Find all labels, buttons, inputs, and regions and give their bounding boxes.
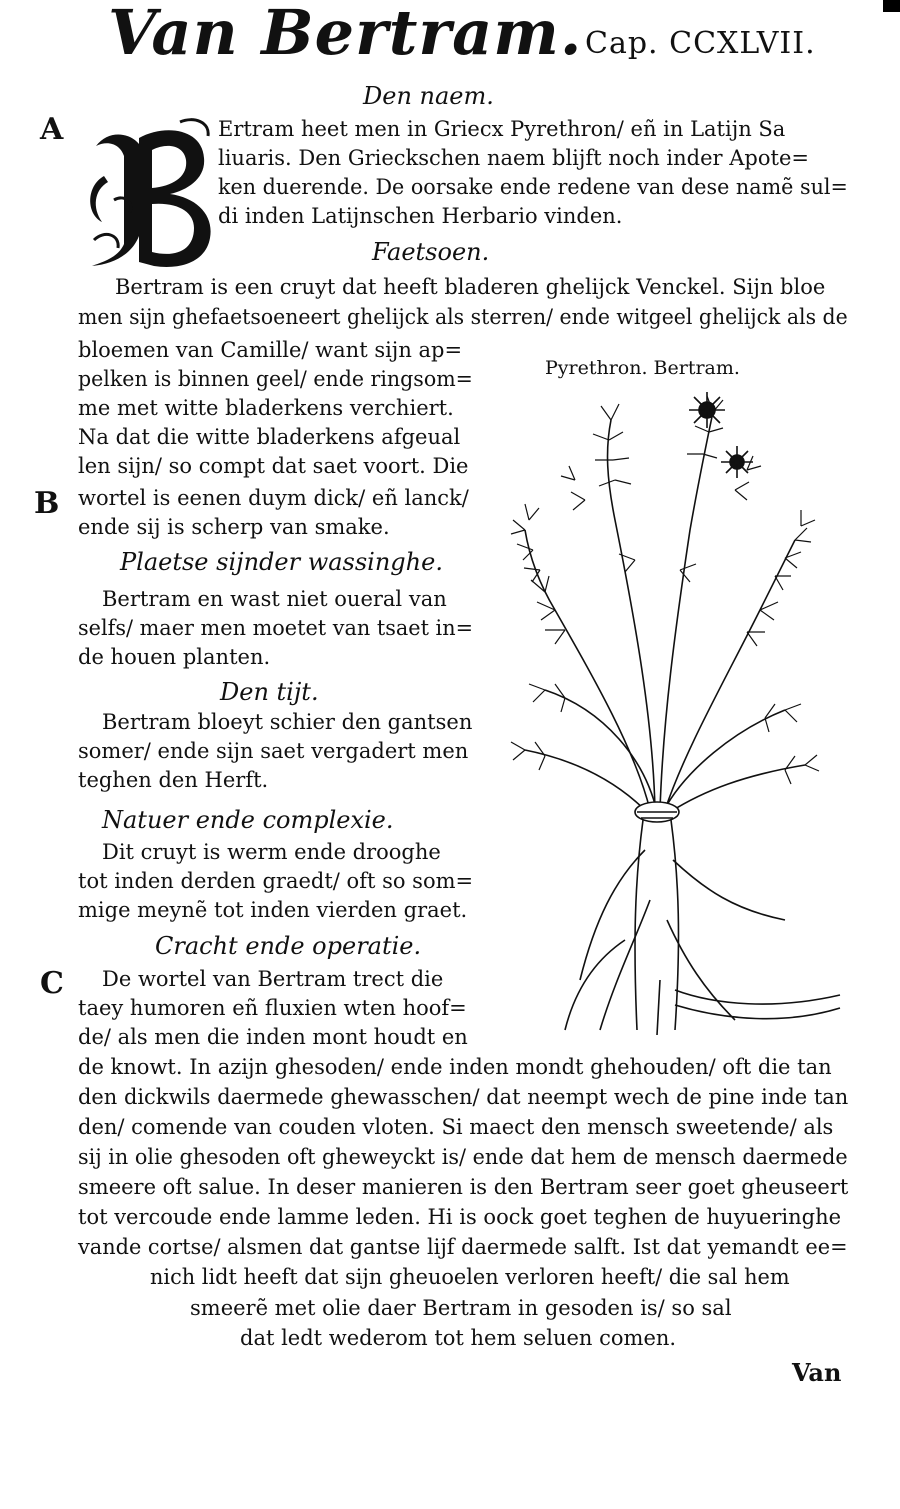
text-line: sij in olie ghesoden oft gheweyckt is/ ende dat hem de mensch daermede (78, 1145, 848, 1169)
text-line: smeere oft salue. In deser manieren is den Bertram seer goet gheuseert (78, 1175, 849, 1199)
text-line: ken duerende. De oorsake ende redene van dese namẽ sul= (218, 175, 848, 199)
text-line: De wortel van Bertram trect die (102, 967, 444, 991)
text-line: den/ comende van couden vloten. Si maect den mensch sweetende/ als (78, 1115, 834, 1139)
text-line: me met witte bladerkens verchiert. (78, 396, 454, 420)
text-line: vande cortse/ alsmen dat gantse lijf daermede salft. Ist dat yemandt ee= (78, 1235, 848, 1259)
text-line: nich lidt heeft dat sijn gheuoelen verloren heeft/ die sal hem (150, 1265, 790, 1289)
marginal-letter-b: B (34, 486, 60, 521)
text-line: len sijn/ so compt dat saet voort. Die (78, 454, 469, 478)
text-line: wortel is eenen duym dick/ eñ lanck/ (78, 486, 469, 510)
text-line: men sijn ghefaetsoeneert ghelijck als sterren/ ende witgeel ghelijck als de (78, 305, 848, 329)
drop-cap-b-icon (84, 116, 218, 272)
text-line: Bertram en wast niet oueral van (102, 587, 447, 611)
text-line: de knowt. In azijn ghesoden/ ende inden mondt ghehouden/ oft die tan (78, 1055, 832, 1079)
marginal-letter-a: A (40, 112, 64, 147)
text-line: Bertram is een cruyt dat heeft bladeren ghelijck Venckel. Sijn bloe (115, 275, 826, 299)
text-line: selfs/ maer men moetet van tsaet in= (78, 616, 473, 640)
text-line: Na dat die witte bladerkens afgeual (78, 425, 461, 449)
figure-caption: Pyrethron. Bertram. (545, 357, 740, 379)
text-line: smeerẽ met olie daer Bertram in gesoden is/ so sal (190, 1296, 732, 1320)
text-line: somer/ ende sijn saet vergadert men (78, 739, 469, 763)
text-line: pelken is binnen geel/ ende ringsom= (78, 367, 473, 391)
text-line: dat ledt wederom tot hem seluen comen. (240, 1326, 677, 1350)
marginal-letter-c: C (40, 966, 64, 1001)
text-line: Bertram bloeyt schier den gantsen (102, 710, 473, 734)
text-line: den dickwils daermede ghewasschen/ dat neempt wech de pine inde tan (78, 1085, 849, 1109)
text-line: de houen planten. (78, 645, 271, 669)
text-line: Dit cruyt is werm ende drooghe (102, 840, 441, 864)
text-line: teghen den Herft. (78, 768, 269, 792)
text-line: de/ als men die inden mont houdt en (78, 1025, 468, 1049)
text-line: ende sij is scherp van smake. (78, 515, 390, 539)
page-title: Van Bertram. (108, 0, 583, 69)
text-line: bloemen van Camille/ want sijn ap= (78, 338, 463, 362)
heading-natuer: Natuer ende complexie. (102, 806, 394, 834)
text-line: liuaris. Den Grieckschen naem blijft noch inder Apote= (218, 146, 809, 170)
scan-corner-mark (883, 0, 900, 12)
heading-faetsoen: Faetsoen. (372, 238, 490, 266)
heading-cracht: Cracht ende operatie. (155, 932, 422, 960)
text-line: taey humoren eñ fluxien wten hoof= (78, 996, 467, 1020)
text-line: mige meynẽ tot inden vierden graet. (78, 898, 468, 922)
heading-tijt: Den tijt. (220, 678, 319, 706)
heading-naem: Den naem. (363, 82, 494, 110)
catchword: Van (792, 1358, 842, 1387)
text-line: Ertram heet men in Griecx Pyrethron/ eñ in Latijn Sa (218, 117, 786, 141)
text-line: tot inden derden graedt/ oft so som= (78, 869, 474, 893)
bertram-plant-illustration (485, 380, 845, 1040)
chapter-number: Cap. CCXLVII. (585, 26, 816, 61)
heading-plaetse: Plaetse sijnder wassinghe. (120, 548, 443, 576)
text-line: tot vercoude ende lamme leden. Hi is oock goet teghen de huyueringhe (78, 1205, 842, 1229)
text-line: di inden Latijnschen Herbario vinden. (218, 204, 623, 228)
